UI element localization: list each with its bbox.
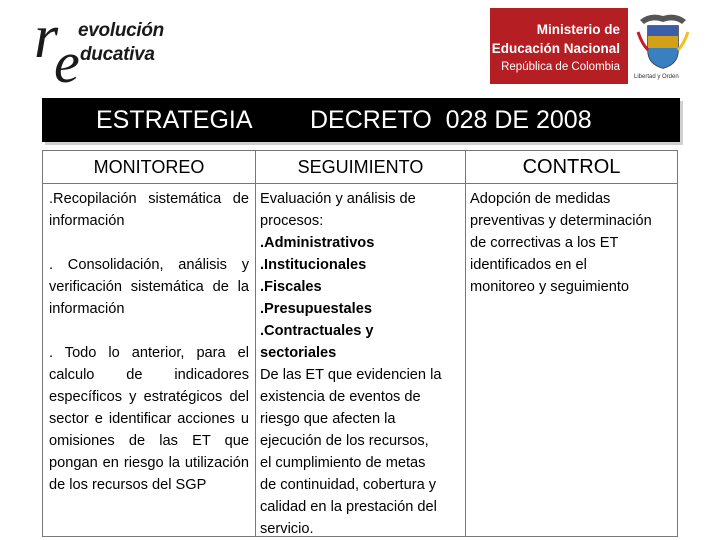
header-seguimiento: SEGUIMIENTO <box>256 151 465 184</box>
control-body <box>466 184 677 298</box>
seguimiento-line: .Contractuales y <box>260 323 374 339</box>
logo-word-2: ducativa <box>80 44 155 65</box>
logo-letter-e: e <box>54 30 80 95</box>
seguimiento-line: servicio. <box>260 521 314 537</box>
monitoreo-body <box>43 184 255 496</box>
monitoreo-paragraph: . Todo lo anterior, para el calculo de indicadores específicos y estratégicos del sector e identificar acciones u omisiones de las ET que pongan en riesgo la utilización de los recursos del SGP <box>49 345 249 493</box>
coat-of-arms-icon <box>636 10 690 72</box>
header-control: CONTROL <box>466 151 677 184</box>
ministerio-logo <box>490 8 702 86</box>
title-decreto: DECRETO 028 DE 2008 <box>310 105 592 134</box>
control-line: preventivas y determinación <box>470 213 652 229</box>
header-monitoreo: MONITOREO <box>43 151 255 184</box>
control-line: Adopción de medidas <box>470 191 611 207</box>
seguimiento-line: riesgo que afecten la <box>260 411 396 427</box>
control-line: de correctivas a los ET <box>470 235 619 251</box>
seguimiento-line: .Presupuestales <box>260 301 372 317</box>
shield-caption: Libertad y Orden <box>634 74 679 80</box>
seguimiento-body <box>256 184 465 540</box>
revolucion-educativa-logo <box>34 3 194 95</box>
seguimiento-line: de continuidad, cobertura y <box>260 477 437 493</box>
seguimiento-line: De las ET que evidencien la <box>260 367 442 383</box>
seguimiento-line: el cumplimiento de metas <box>260 455 426 471</box>
strategy-table <box>42 150 678 537</box>
seguimiento-line: ejecución de los recursos, <box>260 433 429 449</box>
column-seguimiento <box>255 151 466 536</box>
ministry-line-3: República de Colombia <box>501 61 620 73</box>
seguimiento-line: sectoriales <box>260 345 337 361</box>
seguimiento-line: calidad en la prestación del <box>260 499 437 515</box>
monitoreo-paragraph: . Consolidación, análisis y verificación sistemática de la información <box>49 257 249 317</box>
title-estrategia: ESTRATEGIA <box>96 105 253 134</box>
control-line: monitoreo y seguimiento <box>470 279 629 295</box>
logo-word-1: evolución <box>78 20 164 41</box>
column-control <box>466 151 677 536</box>
seguimiento-line: procesos: <box>260 213 324 229</box>
seguimiento-line: existencia de eventos de <box>260 389 421 405</box>
ministry-line-2: Educación Nacional <box>491 41 620 56</box>
seguimiento-line: Evaluación y análisis de <box>260 191 416 207</box>
title-bar <box>42 98 680 142</box>
seguimiento-line: .Fiscales <box>260 279 322 295</box>
seguimiento-line: .Administrativos <box>260 235 375 251</box>
column-monitoreo <box>43 151 255 536</box>
logo-letter-r: r <box>34 3 59 71</box>
monitoreo-paragraph: .Recopilación sistemática de información <box>49 191 249 229</box>
ministry-line-1: Ministerio de <box>536 22 620 37</box>
control-line: identificados en el <box>470 257 587 273</box>
ministry-name-box <box>490 8 628 84</box>
seguimiento-line: .Institucionales <box>260 257 367 273</box>
